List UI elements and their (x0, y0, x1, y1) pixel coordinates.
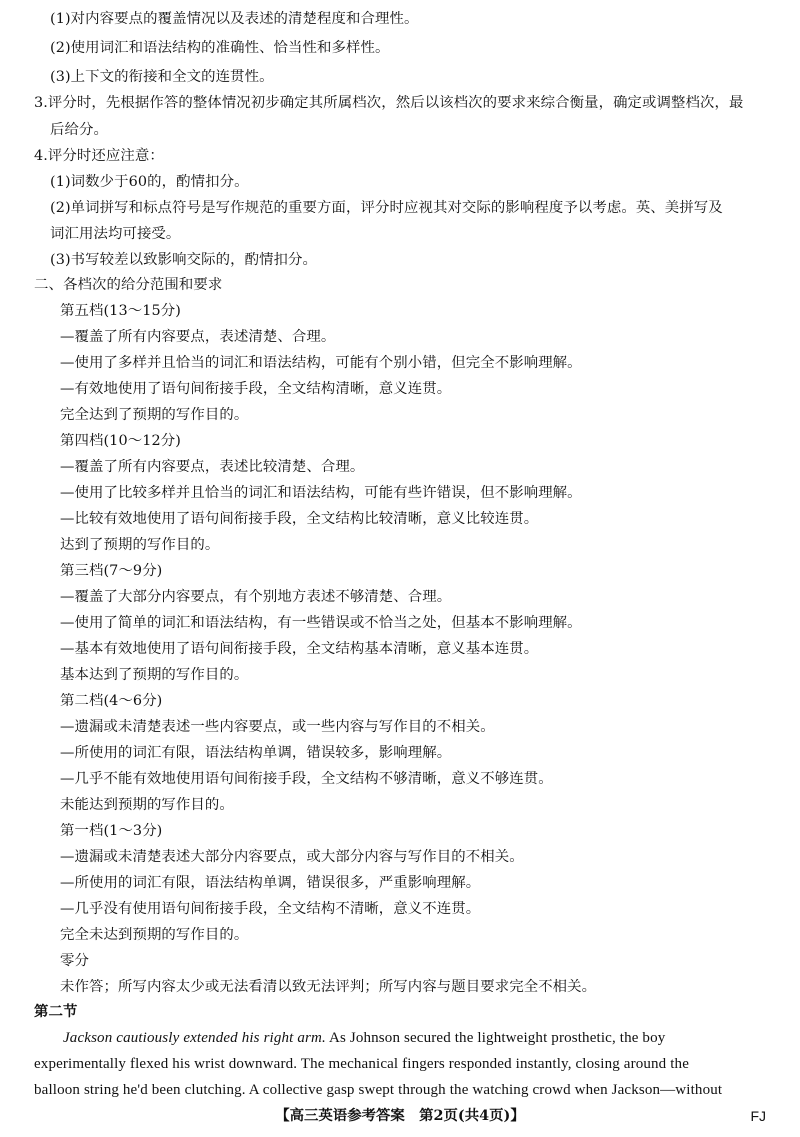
grade-5-item-3: —有效地使用了语句间衔接手段，全文结构清晰，意义连贯。 (60, 381, 452, 397)
footer-code: FJ (750, 1108, 766, 1124)
grade-4-item-3: —比较有效地使用了语句间衔接手段，全文结构比较清晰，意义比较连贯。 (60, 511, 539, 527)
rule-3-line-2: 后给分。 (50, 122, 108, 138)
grade-4-summary: 达到了预期的写作目的。 (60, 537, 220, 553)
criteria-item-1: (1)对内容要点的覆盖情况以及表述的清楚程度和合理性。 (50, 11, 419, 27)
grade-1-heading: 第一档(1～3分) (60, 823, 163, 839)
rule-4-item-2-line-2: 词汇用法均可接受。 (50, 226, 181, 242)
grade-3-item-2: —使用了简单的词汇和语法结构，有一些错误或不恰当之处，但基本不影响理解。 (60, 615, 582, 631)
grade-5-item-1: —覆盖了所有内容要点，表述清楚、合理。 (60, 329, 336, 345)
grade-0-heading: 零分 (60, 953, 89, 969)
rule-4-item-2-line-1: (2)单词拼写和标点符号是写作规范的重要方面，评分时应视其对交际的影响程度予以考虑。英、美拼写及 (50, 200, 723, 216)
grade-3-heading: 第三档(7～9分) (60, 563, 163, 579)
passage-line-1-rest: As Johnson secured the lightweight prosthetic, the boy (325, 1030, 666, 1046)
page-footer (0, 1104, 800, 1128)
grade-2-item-3: —几乎不能有效地使用语句间衔接手段，全文结构不够清晰，意义不够连贯。 (60, 771, 553, 787)
grade-3-summary: 基本达到了预期的写作目的。 (60, 667, 249, 683)
grade-4-heading: 第四档(10～12分) (60, 433, 181, 449)
passage-italic-lead: Jackson cautiously extended his right arm. (63, 1030, 326, 1046)
grade-3-item-1: —覆盖了大部分内容要点，有个别地方表述不够清楚、合理。 (60, 589, 452, 605)
grade-1-item-1: —遗漏或未清楚表述大部分内容要点，或大部分内容与写作目的不相关。 (60, 849, 524, 865)
passage-line-3: balloon string he'd been clutching. A collective gasp swept through the watching crowd when Jackson—without (34, 1082, 723, 1098)
section-heading-part-2: 第二节 (34, 1003, 78, 1020)
rule-4-item-3: (3)书写较差以致影响交际的，酌情扣分。 (50, 252, 318, 268)
rule-4-heading: 4.评分时还应注意： (34, 148, 164, 164)
passage-line-2: experimentally flexed his wrist downward. The mechanical fingers responded instantly, closing around the (34, 1056, 690, 1072)
grade-5-summary: 完全达到了预期的写作目的。 (60, 407, 249, 423)
passage-line-1 (63, 1028, 665, 1048)
grade-2-heading: 第二档(4～6分) (60, 693, 163, 709)
grade-0-description: 未作答；所写内容太少或无法看清以致无法评判；所写内容与题目要求完全不相关。 (60, 979, 597, 995)
criteria-item-2: (2)使用词汇和语法结构的准确性、恰当性和多样性。 (50, 40, 390, 56)
footer-page-info: 【高三英语参考答案 第2页(共4页)】 (275, 1107, 525, 1124)
grade-2-summary: 未能达到预期的写作目的。 (60, 797, 234, 813)
rule-3-line-1: 3.评分时，先根据作答的整体情况初步确定其所属档次，然后以该档次的要求来综合衡量，确定或调整档次，最 (34, 95, 744, 111)
grade-3-item-3: —基本有效地使用了语句间衔接手段，全文结构基本清晰，意义基本连贯。 (60, 641, 539, 657)
section-heading-grades: 二、各档次的给分范围和要求 (34, 277, 223, 293)
grade-5-item-2: —使用了多样并且恰当的词汇和语法结构，可能有个别小错，但完全不影响理解。 (60, 355, 582, 371)
grade-1-item-3: —几乎没有使用语句间衔接手段，全文结构不清晰，意义不连贯。 (60, 901, 481, 917)
grade-4-item-2: —使用了比较多样并且恰当的词汇和语法结构，可能有些许错误，但不影响理解。 (60, 485, 582, 501)
criteria-item-3: (3)上下文的衔接和全文的连贯性。 (50, 69, 274, 85)
grade-1-summary: 完全未达到预期的写作目的。 (60, 927, 249, 943)
grade-2-item-1: —遗漏或未清楚表述一些内容要点，或一些内容与写作目的不相关。 (60, 719, 495, 735)
grade-2-item-2: —所使用的词汇有限，语法结构单调，错误较多，影响理解。 (60, 745, 452, 761)
grade-4-item-1: —覆盖了所有内容要点，表述比较清楚、合理。 (60, 459, 365, 475)
rule-4-item-1: (1)词数少于60的，酌情扣分。 (50, 174, 249, 190)
grade-1-item-2: —所使用的词汇有限，语法结构单调，错误很多，严重影响理解。 (60, 875, 481, 891)
grade-5-heading: 第五档(13～15分) (60, 303, 181, 319)
